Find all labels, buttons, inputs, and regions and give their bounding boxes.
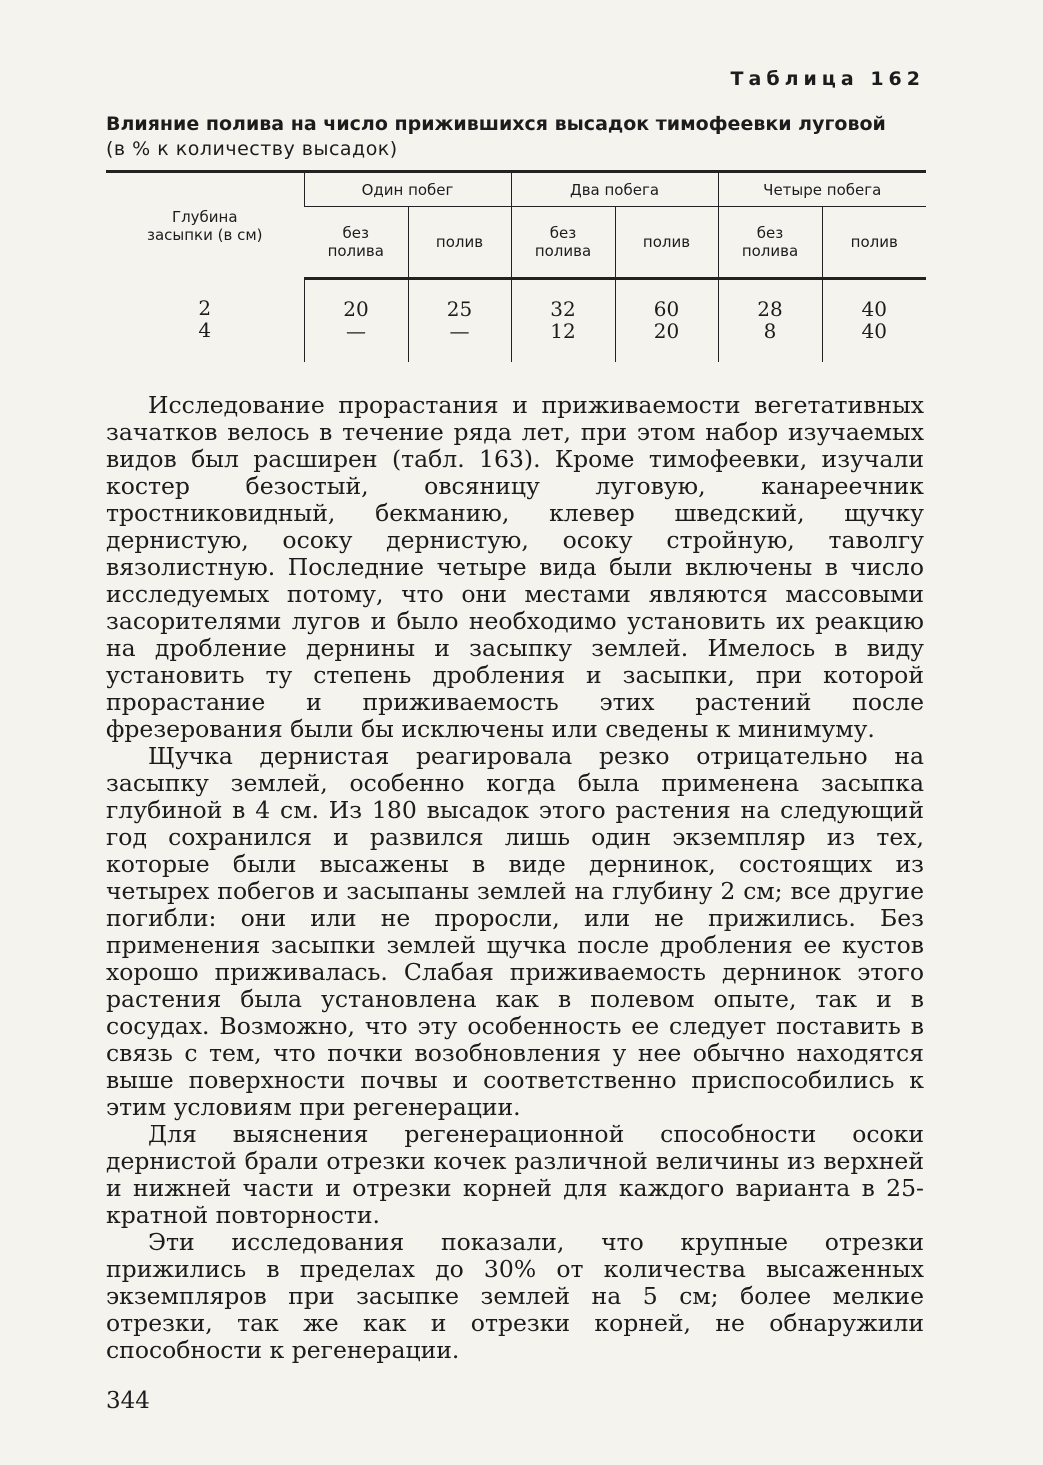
subheader-no-watering: без полива <box>304 207 408 279</box>
table-body-row <box>106 279 926 363</box>
group-header: Два побега <box>511 172 718 207</box>
group-header: Один побег <box>304 172 511 207</box>
table-label: Таблица 162 <box>730 68 925 90</box>
value-cell: 60 20 <box>615 279 718 363</box>
subheader-no-watering: без полива <box>511 207 615 279</box>
table-title-units: (в % к количеству высадок) <box>106 138 398 160</box>
value-cell: 32 12 <box>511 279 615 363</box>
data-table <box>106 170 926 362</box>
body-text <box>106 392 924 1364</box>
group-header: Четыре побега <box>718 172 926 207</box>
value-cell: 20 — <box>304 279 408 363</box>
page-number: 344 <box>106 1388 150 1414</box>
depth-cell: 2 4 <box>198 295 212 342</box>
subheader-watering: полив <box>615 207 718 279</box>
subheader-watering: полив <box>822 207 926 279</box>
paragraph: Щучка дернистая реагировала резко отрицательно на засыпку землей, особенно когда была применена засыпка глубиной в 4 см. Из 180 высадок этого растения на следующий год сохранился и развился лишь один экземпляр из тех, которые были высажены в виде дернинок, состоящих из четырех побегов и засыпаны землей на глубину 2 см; все другие погибли: они или не проросли, или не прижились. Без применения засыпки землей щучка после дробления ее кустов хорошо приживалась. Слабая приживаемость дернинок этого растения была установлена как в полевом опыте, так и в сосудах. Возможно, что эту особенность ее следует поставить в связь с тем, что почки возобновления у нее обычно находятся выше поверхности почвы и соответственно приспособились к этим условиям при регенерации. <box>106 742 924 1121</box>
paragraph: Для выяснения регенерационной способности осоки дернистой брали отрезки кочек различной величины из верхней и нижней части и отрезки корней для каждого варианта в 25-кратной повторности. <box>106 1120 924 1229</box>
subheader-watering: полив <box>408 207 511 279</box>
paragraph: Эти исследования показали, что крупные отрезки прижились в пределах до 30% от количества высаженных экземпляров при засыпке землей на 5 см; более мелкие отрезки, так же как и отрезки корней, не обнаружили способности к регенерации. <box>106 1228 924 1364</box>
table-title-main: Влияние полива на число прижившихся высадок тимофеевки луговой <box>106 113 886 135</box>
stub-header: Глубина засыпки (в см) <box>106 172 304 279</box>
table-title <box>106 112 936 162</box>
subheader-no-watering: без полива <box>718 207 822 279</box>
paragraph: Исследование прорастания и приживаемости вегетативных зачатков велось в течение ряда лет, при этом набор изучаемых видов был расширен (табл. 163). Кроме тимофеевки, изучали костер безостый, овсяницу луговую, канареечник тростниковидный, бекманию, клевер шведский, щучку дернистую, осоку дернистую, осоку стройную, таволгу вязолистную. Последние четыре вида были включены в число исследуемых потому, что они местами являются массовыми засорителями лугов и было необходимо установить их реакцию на дробление дернины и засыпку землей. Имелось в виду установить ту степень дробления и засыпки, при которой прорастание и приживаемость этих растений после фрезерования были бы исключены или сведены к минимуму. <box>106 391 924 743</box>
value-cell: 25 — <box>408 279 511 363</box>
value-cell: 28 8 <box>718 279 822 363</box>
value-cell: 40 40 <box>822 279 926 363</box>
